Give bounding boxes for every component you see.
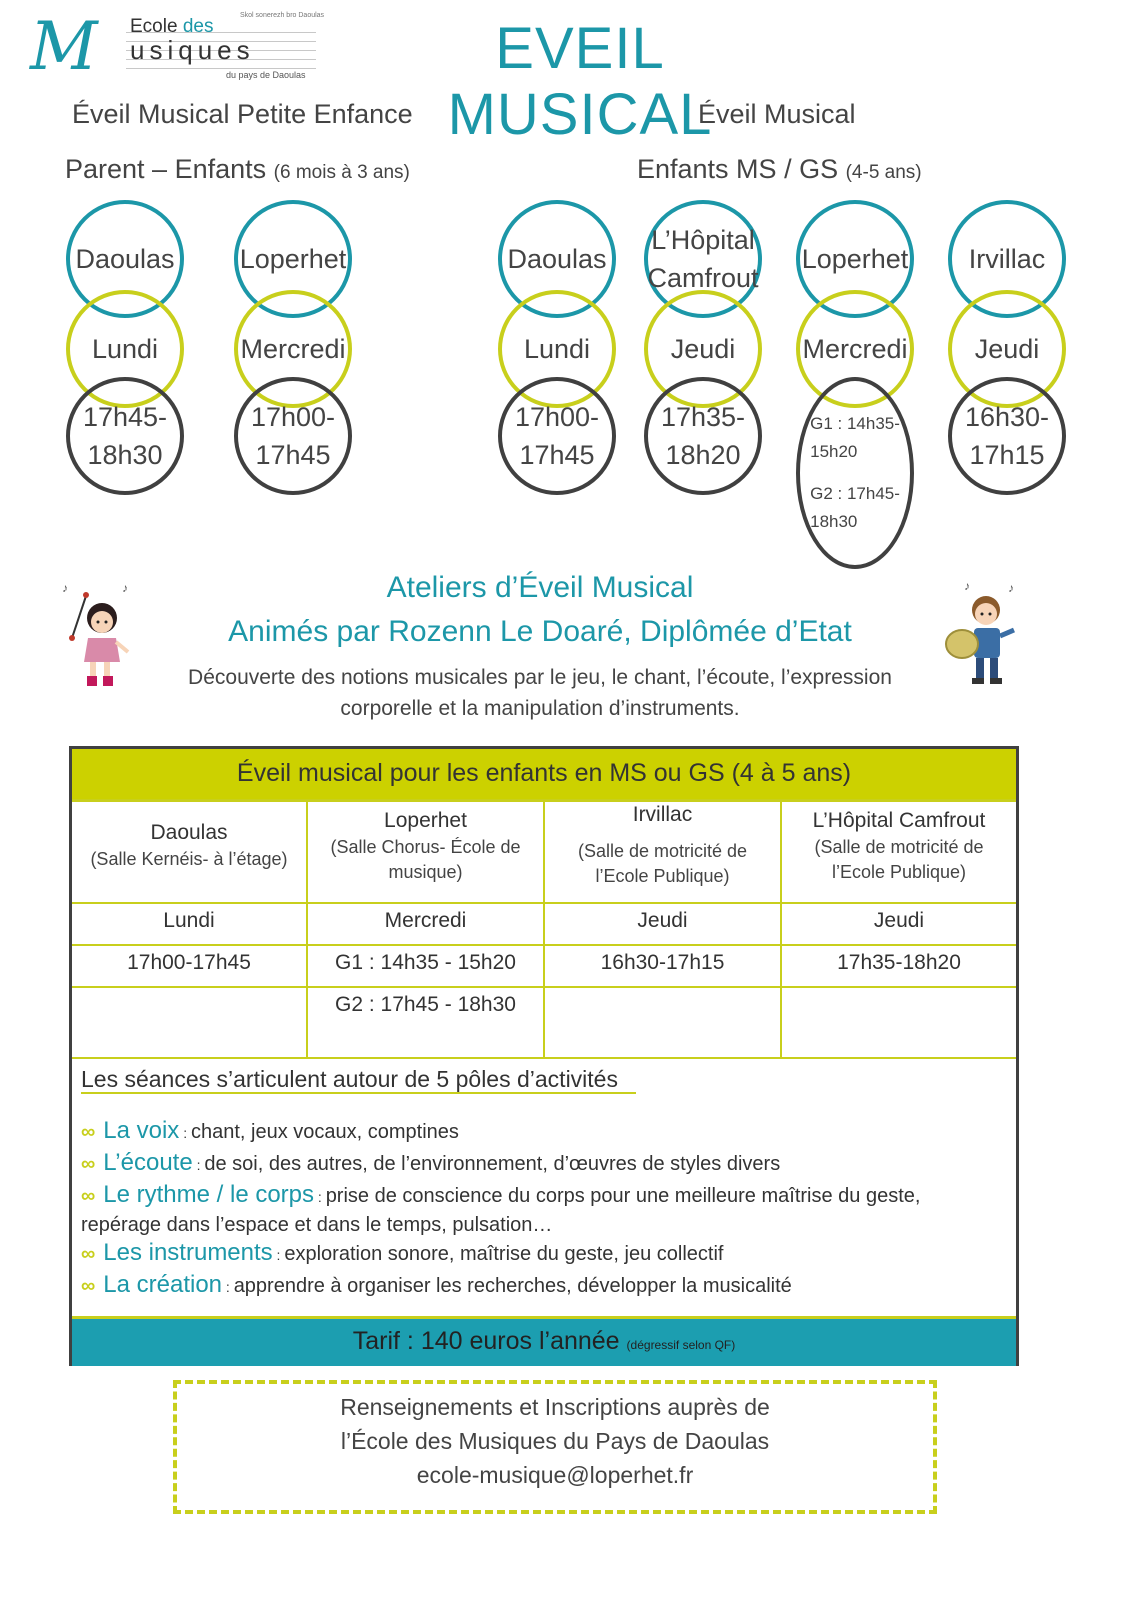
table-cell-location: Daoulas (Salle Kernéis- à l’étage) — [90, 821, 288, 869]
eveil-heading: Éveil Musical — [698, 99, 856, 129]
info-box — [173, 1380, 937, 1514]
circle-time: 17h00- 17h45 — [234, 377, 352, 495]
logo-letter: M — [30, 8, 98, 85]
table-cell-day: Lundi — [163, 909, 215, 932]
table-cell-time: 17h35-18h20 — [837, 951, 961, 974]
logo-subtitle: Skol sonerezh bro Daoulas — [240, 12, 325, 19]
table-cell-day: Jeudi — [637, 909, 688, 932]
svg-text:♪: ♪ — [1008, 581, 1014, 595]
circle-time: 17h35- 18h20 — [644, 377, 762, 495]
info-email[interactable]: ecole-musique@loperhet.fr — [416, 1462, 694, 1488]
table-cell-day: Jeudi — [873, 909, 925, 932]
table-header: Éveil musical pour les enfants en MS ou GS (4 à 5 ans) — [236, 759, 852, 787]
table-cell-location: L’Hôpital Camfrout (Salle de motricité de l’Ecole Publique) — [812, 809, 986, 882]
table-cell-time: G1 : 14h35 - 15h20 — [335, 951, 516, 974]
info-line1: Renseignements et Inscriptions auprès de — [340, 1394, 770, 1420]
poles-title: Les séances s’articulent autour de 5 pôles d’activités — [81, 1066, 618, 1092]
infinity-bullet-icon: ∞ — [81, 1243, 96, 1265]
circle-day-lundi: Lundi — [66, 290, 184, 408]
circle-day-mercredi: Mercredi — [796, 290, 914, 408]
logo-line3: du pays de Daoulas — [226, 70, 306, 80]
logo-line2: usiques — [130, 35, 255, 65]
ateliers-subtitle: Animés par Rozenn Le Doaré, Diplômée d’Etat — [228, 615, 852, 648]
table-cell-location: Irvillac (Salle de motricité de l’Ecole Publique) — [577, 803, 748, 886]
staff-line — [126, 68, 316, 69]
circle-day-jeudi: Jeudi — [948, 290, 1066, 408]
ateliers-desc-line2: corporelle et la manipulation d’instruments. — [340, 697, 740, 720]
table-divider — [72, 1057, 1016, 1059]
svg-text:♪: ♪ — [122, 581, 128, 595]
oval-time-groups: G1 : 14h35- 15h20 G2 : 17h45- 18h30 — [796, 377, 914, 569]
pole-item: ∞ La voix : chant, jeux vocaux, comptines — [81, 1117, 459, 1144]
infinity-bullet-icon: ∞ — [81, 1153, 96, 1175]
table-header-bar — [72, 749, 1016, 802]
school-logo — [30, 8, 325, 88]
circle-day-jeudi: Jeudi — [644, 290, 762, 408]
table-divider — [72, 902, 1016, 904]
circle-place-daoulas: Daoulas — [498, 200, 616, 318]
boy-cymbal-illustration — [940, 578, 1025, 698]
circle-place-loperhet: Loperhet — [234, 200, 352, 318]
pole-item: ∞ Les instruments : exploration sonore, maîtrise du geste, jeu collectif — [81, 1239, 724, 1266]
pole-item: ∞ Le rythme / le corps : prise de conscience du corps pour une meilleure maîtrise du geste, repérage dans l’espace et dans le temps, pulsation… — [81, 1181, 921, 1236]
table-cell-location: Loperhet (Salle Chorus- École de musique) — [330, 809, 521, 882]
eveil-subheading: Enfants MS / GS (4-5 ans) — [637, 154, 922, 184]
schedule-box — [69, 746, 1019, 1366]
tarif-text: Tarif : 140 euros l’année (dégressif selon QF) — [352, 1327, 736, 1355]
circle-time: 17h00- 17h45 — [498, 377, 616, 495]
circle-day-mercredi: Mercredi — [234, 290, 352, 408]
circle-day-lundi: Lundi — [498, 290, 616, 408]
infinity-bullet-icon: ∞ — [81, 1121, 96, 1143]
tarif-bar — [72, 1316, 1016, 1366]
ateliers-title: Ateliers d’Éveil Musical — [386, 571, 694, 604]
petite-enfance-subheading: Parent – Enfants (6 mois à 3 ans) — [65, 154, 410, 184]
poles-underline — [81, 1092, 636, 1094]
info-line2: l’École des Musiques du Pays de Daoulas — [340, 1428, 770, 1454]
girl-drummer-illustration — [60, 578, 140, 698]
page-title: EVEIL MUSICAL — [447, 16, 713, 147]
infinity-bullet-icon: ∞ — [81, 1185, 96, 1207]
table-cell-time: 17h00-17h45 — [127, 951, 251, 974]
svg-text:♪: ♪ — [62, 581, 68, 595]
ateliers-desc-line1: Découverte des notions musicales par le jeu, le chant, l’écoute, l’expression — [188, 666, 892, 689]
pole-item: ∞ La création : apprendre à organiser les recherches, développer la musicalité — [81, 1271, 792, 1298]
petite-enfance-heading: Éveil Musical Petite Enfance — [72, 99, 413, 129]
table-divider — [72, 986, 1016, 988]
circle-place-irvillac: Irvillac — [948, 200, 1066, 318]
table-divider — [72, 944, 1016, 946]
svg-text:♪: ♪ — [964, 579, 970, 593]
pole-item: ∞ L’écoute : de soi, des autres, de l’environnement, d’œuvres de styles divers — [81, 1149, 781, 1176]
circle-time: 17h45- 18h30 — [66, 377, 184, 495]
circle-place-loperhet: Loperhet — [796, 200, 914, 318]
table-cell-day: Mercredi — [384, 909, 467, 932]
circle-place-daoulas: Daoulas — [66, 200, 184, 318]
table-cell-time-extra: G2 : 17h45 - 18h30 — [335, 993, 516, 1016]
infinity-bullet-icon: ∞ — [81, 1275, 96, 1297]
circle-time: 16h30- 17h15 — [948, 377, 1066, 495]
logo-line1: Ecole des — [130, 16, 214, 37]
table-cell-time: 16h30-17h15 — [600, 951, 725, 974]
circle-place-hopital-camfrout: L’Hôpital Camfrout — [644, 200, 762, 318]
